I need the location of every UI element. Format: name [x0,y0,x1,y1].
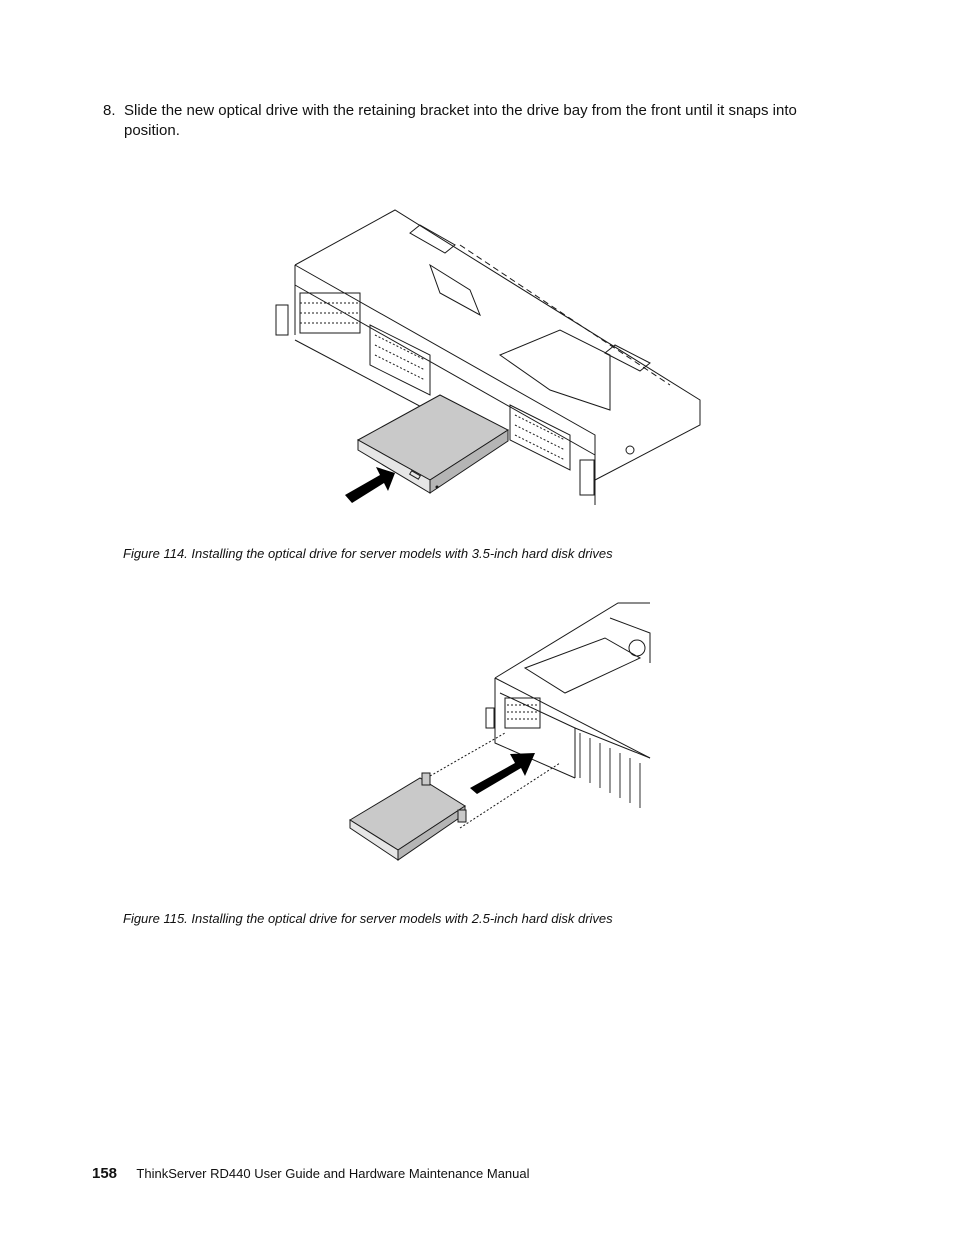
page-number: 158 [92,1165,118,1182]
step-text: Slide the new optical drive with the retaining bracket into the drive bay from the front until it snaps into position. [124,102,797,139]
step-number: 8. [103,102,116,119]
optical-drive [350,773,466,860]
insert-arrow-icon [470,753,535,794]
figure-115-caption: Figure 115. Installing the optical drive for server models with 2.5-inch hard disk drives [123,911,613,926]
insert-arrow-icon [345,467,395,503]
page-footer [92,1165,530,1182]
manual-title: ThinkServer RD440 User Guide and Hardware Maintenance Manual [136,1166,530,1181]
server-2-5-inch-drawing [340,598,652,866]
figure-114-illustration [270,205,710,515]
server-3-5-inch-drawing [270,205,710,515]
figure-114-caption: Figure 114. Installing the optical drive for server models with 3.5-inch hard disk drives [123,546,613,561]
figure-115-illustration [340,598,652,866]
